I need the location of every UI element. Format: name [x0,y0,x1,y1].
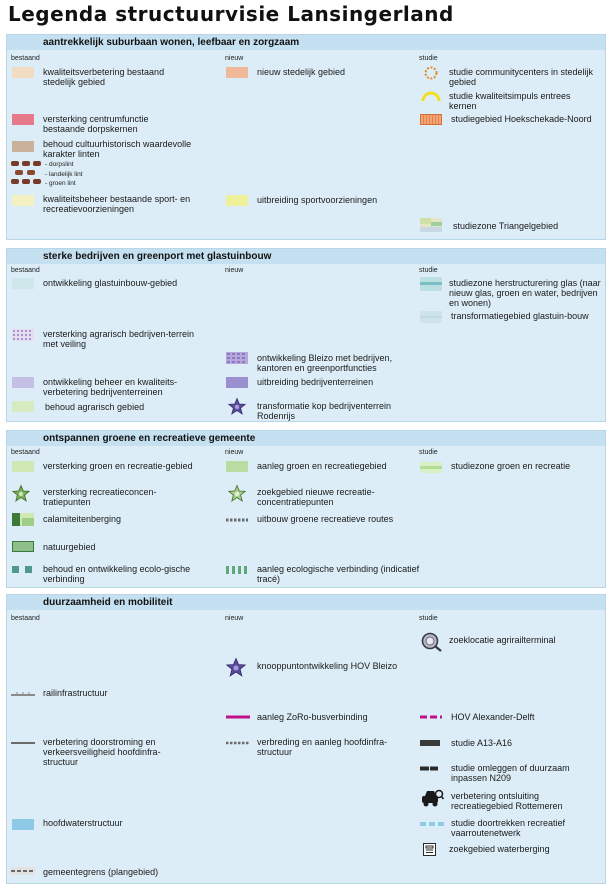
label-transformatie-glas: transformatiegebied glastuin-bouw [451,311,589,321]
column-label-studie: studie [419,615,438,622]
eco-aanleg-icon [226,566,250,574]
section-heading: aantrekkelijk suburbaan wonen, leefbaar en zorgzaam [7,35,605,50]
swatch-glas [12,278,34,289]
entrees-arc-icon [420,91,442,103]
label-agrarisch-gebied: behoud agrarisch gebied [45,402,145,412]
label-a13: studie A13-A16 [451,738,513,748]
section-heading: duurzaamheid en mobiliteit [7,595,605,610]
vaarroute-line-icon [420,822,444,826]
community-circle-icon [420,65,442,81]
rail-line-icon [11,691,35,697]
label-centrum: versterking centrumfunctie bestaande dorpskernen [43,114,149,134]
swatch-groen-versterking [12,461,34,472]
waterberging-icon [423,843,437,857]
section-groen [6,430,606,588]
concentratie-star-icon [12,485,30,502]
swatch-natuur [12,541,34,552]
label-zoekgebied-recreatie: zoekgebied nieuwe recreatie-concentratiepunten [257,487,375,507]
label-verbreding: verbreding en aanleg hoofdinfra-structuur [257,737,388,757]
label-hov-delft: HOV Alexander-Delft [451,712,535,722]
label-calamiteit: calamiteitenberging [43,514,122,524]
verbreding-line-icon [226,741,250,745]
column-label-bestaand: bestaand [11,55,40,62]
column-label-bestaand: bestaand [11,615,40,622]
column-label-studie: studie [419,449,438,456]
legend-title: Legenda structuurvisie Lansingerland [8,2,454,26]
label-sport-uitbreiding: uitbreiding sportvoorzieningen [257,195,378,205]
label-waterberging: zoekgebied waterberging [449,844,550,854]
label-community: studie communitycenters in stedelijk gebied [449,67,594,87]
eco-behoud-icon [12,566,34,574]
label-bleizo: ontwikkeling Bleizo met bedrijven, kantoren en greenportfuncties [257,353,393,373]
swatch-linten [12,141,34,152]
section-heading: sterke bedrijven en greenport met glastuinbouw [7,249,605,264]
label-nieuw-stedelijk: nieuw stedelijk gebied [257,67,346,77]
label-zoro: aanleg ZoRo-busverbinding [257,712,368,722]
label-hoeksche: studiegebied Hoekschekade-Noord [451,114,592,124]
column-label-studie: studie [419,55,438,62]
zoro-line-icon [226,715,250,719]
bleizo-swatch-icon [226,352,248,364]
swatch-hoofdwater [12,819,34,830]
column-label-nieuw: nieuw [225,55,244,62]
herstructurering-swatch-icon [420,277,442,291]
linten-pattern-icon [9,161,43,191]
doorstroming-line-icon [11,741,35,745]
label-sport-beheer: kwaliteitsbeheer bestaande sport- en recreatievoorzieningen [43,194,191,214]
rodenrijs-star-icon [228,398,246,415]
swatch-sport-uitbreiding [226,195,248,206]
label-gemeentegrens: gemeentegrens (plangebied) [43,867,159,877]
column-label-bestaand: bestaand [11,449,40,456]
label-landelijk-lint: - landelijk lint [45,171,83,178]
column-label-nieuw: nieuw [225,449,244,456]
groene-routes-line-icon [226,518,248,522]
calamiteit-swatch-icon [12,513,34,526]
label-rail: railinfrastructuur [43,688,108,698]
column-label-studie: studie [419,267,438,274]
label-glas: ontwikkeling glastuinbouw-gebied [43,278,178,288]
label-groen-aanleg: aanleg groen en recreatiegebied [257,461,387,471]
n209-line-icon [420,766,442,771]
groen-studie-swatch-icon [420,462,442,473]
column-label-bestaand: bestaand [11,267,40,274]
label-groen-lint: - groen lint [45,180,76,187]
label-eco-behoud: behoud en ontwikkeling ecolo-gische verbinding [43,564,191,584]
label-dorpslint: - dorpslint [45,161,74,168]
section-mobiliteit [6,594,606,884]
label-uitbreiding-bedrijven: uitbreiding bedrijventerreinen [257,377,374,387]
label-linten: behoud cultuurhistorisch waardevolle karakter linten [43,139,192,159]
label-vaarroute: studie doortrekken recreatief vaarroutenetwerk [451,818,566,838]
swatch-centrum [12,114,34,125]
gemeentegrens-line-icon [11,867,35,875]
swatch-hoeksche [420,114,442,125]
label-eco-aanleg: aanleg ecologische verbinding (indicatief tracé) [257,564,420,584]
rottemeren-car-icon [420,789,444,809]
label-n209: studie omleggen of duurzaam inpassen N209 [451,763,570,783]
zoekgebied-recreatie-star-icon [228,485,246,502]
column-label-nieuw: nieuw [225,267,244,274]
label-groen-studie: studiezone groen en recreatie [451,461,571,471]
label-rottemeren: verbetering ontsluiting recreatiegebied Rottemeren [451,791,563,811]
swatch-agrarisch-gebied [12,401,34,412]
swatch-uitbreiding-bedrijven [226,377,248,388]
label-agrirail: zoeklocatie agrirailterminal [449,635,556,645]
label-concentratie: versterking recreatieconcen-tratiepunten [43,487,157,507]
a13-line-icon [420,740,442,746]
swatch-groen-aanleg [226,461,248,472]
swatch-nieuw-stedelijk [226,67,248,78]
veiling-swatch-icon [12,329,34,341]
swatch-kwaliteit [12,67,34,78]
swatch-sport-beheer [12,195,34,206]
label-triangel: studiezone Triangelgebied [453,221,559,231]
section-wonen [6,34,606,240]
swatch-beheer-bedrijven [12,377,34,388]
label-groen-versterking: versterking groen en recreatie-gebied [43,461,193,471]
label-doorstroming: verbetering doorstroming en verkeersveiligheid hoofdinfra-structuur [43,737,161,767]
label-entrees: studie kwaliteitsimpuls entrees kernen [449,91,571,111]
label-kwaliteit: kwaliteitsverbetering bestaand stedelijk gebied [43,67,165,87]
label-agrarisch-veiling: versterking agrarisch bedrijven-terrein met veiling [43,329,195,349]
label-rodenrijs: transformatie kop bedrijventerrein Rodenrijs [257,401,392,421]
label-groene-routes: uitbouw groene recreatieve routes [257,514,394,524]
label-herstructurering: studiezone herstructurering glas (naar nieuw glas, groen en water, bedrijven en wonen) [449,278,601,308]
triangel-swatch-icon [420,218,442,232]
label-beheer-bedrijven: ontwikkeling beheer en kwaliteits-verbetering bedrijventerreinen [43,377,178,397]
column-label-nieuw: nieuw [225,615,244,622]
hov-delft-line-icon [420,715,444,719]
label-hov-bleizo: knooppuntontwikkeling HOV Bleizo [257,661,398,671]
transformatie-glas-swatch-icon [420,311,442,323]
section-bedrijven [6,248,606,422]
label-hoofdwater: hoofdwaterstructuur [43,818,123,828]
label-natuur: natuurgebied [43,542,96,552]
section-heading: ontspannen groene en recreatieve gemeente [7,431,605,446]
hov-bleizo-star-icon [226,658,246,677]
agrirail-magnifier-icon [421,632,443,652]
